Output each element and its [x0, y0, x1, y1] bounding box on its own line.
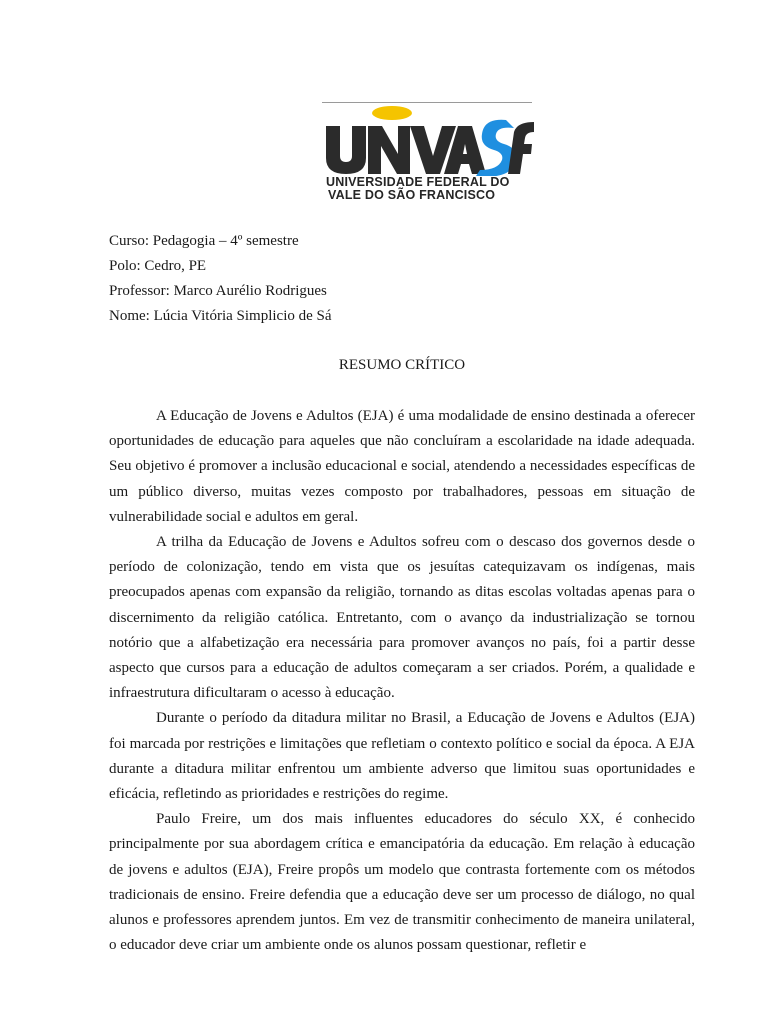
univasf-logo [322, 100, 534, 204]
paragraph: A Educação de Jovens e Adultos (EJA) é uma modalidade de ensino destinada a oferecer oportunidades de educação para aqueles que não concluíram a escolaridade na idade adequada. Seu objetivo é promover a inclusão educacional e social, atendendo a necessidades específicas de um público diverso, muitas vezes composto por trabalhadores, pessoas em situação de vulnerabilidade social e adultos em geral. [109, 408, 695, 525]
univasf-wordmark-graphic [322, 104, 534, 176]
paragraph: A trilha da Educação de Jovens e Adultos sofreu com o descaso dos governos desde o período de colonização, tendo em vista que os jesuítas catequizavam os indígenas, mais preocupados apenas com expansão da religião, tornando as ditas escolas voltadas apenas para o discernimento da religião católica. Entretanto, com o avanço da industrialização se tornou notório que a alfabetização era necessária para promover avanços no país, foi a partir desse aspecto que cursos para a educação de adultos começaram a ser criados. Porém, a qualidade e infraestrutura dificultaram o acesso à educação. [109, 534, 695, 702]
professor-line: Professor: Marco Aurélio Rodrigues [109, 283, 327, 299]
student-name-line: Nome: Lúcia Vitória Simplicio de Sá [109, 308, 332, 324]
document-body [109, 404, 695, 958]
document-title: RESUMO CRÍTICO [338, 357, 466, 373]
course-line: Curso: Pedagogia – 4º semestre [109, 233, 299, 249]
logo-top-rule [322, 102, 532, 103]
logo-university-line1: UNIVERSIDADE FEDERAL DO [326, 175, 510, 189]
header-info [109, 229, 689, 329]
paragraph: Paulo Freire, um dos mais influentes educadores do século XX, é conhecido principalmente por sua abordagem crítica e emancipatória da educação. Em relação à educação de jovens e adultos (EJA), Freire propôs um modelo que contrasta fortemente com os métodos tradicionais de ensino. Freire defendia que a educação deve ser um processo de diálogo, no qual alunos e professores aprendem juntos. Em vez de transmitir conhecimento de maneira unilateral, o educador deve criar um ambiente onde os alunos possam questionar, refletir e [109, 811, 695, 954]
campus-line: Polo: Cedro, PE [109, 258, 207, 274]
logo-university-line2: VALE DO SÃO FRANCISCO [328, 188, 496, 202]
paragraph: Durante o período da ditadura militar no Brasil, a Educação de Jovens e Adultos (EJA) foi marcada por restrições e limitações que refletiam o contexto político e social da época. A EJA durante a ditadura militar enfrentou um ambiente adverso que limitou suas oportunidades e eficácia, refletindo as prioridades e restrições do regime. [109, 710, 695, 803]
